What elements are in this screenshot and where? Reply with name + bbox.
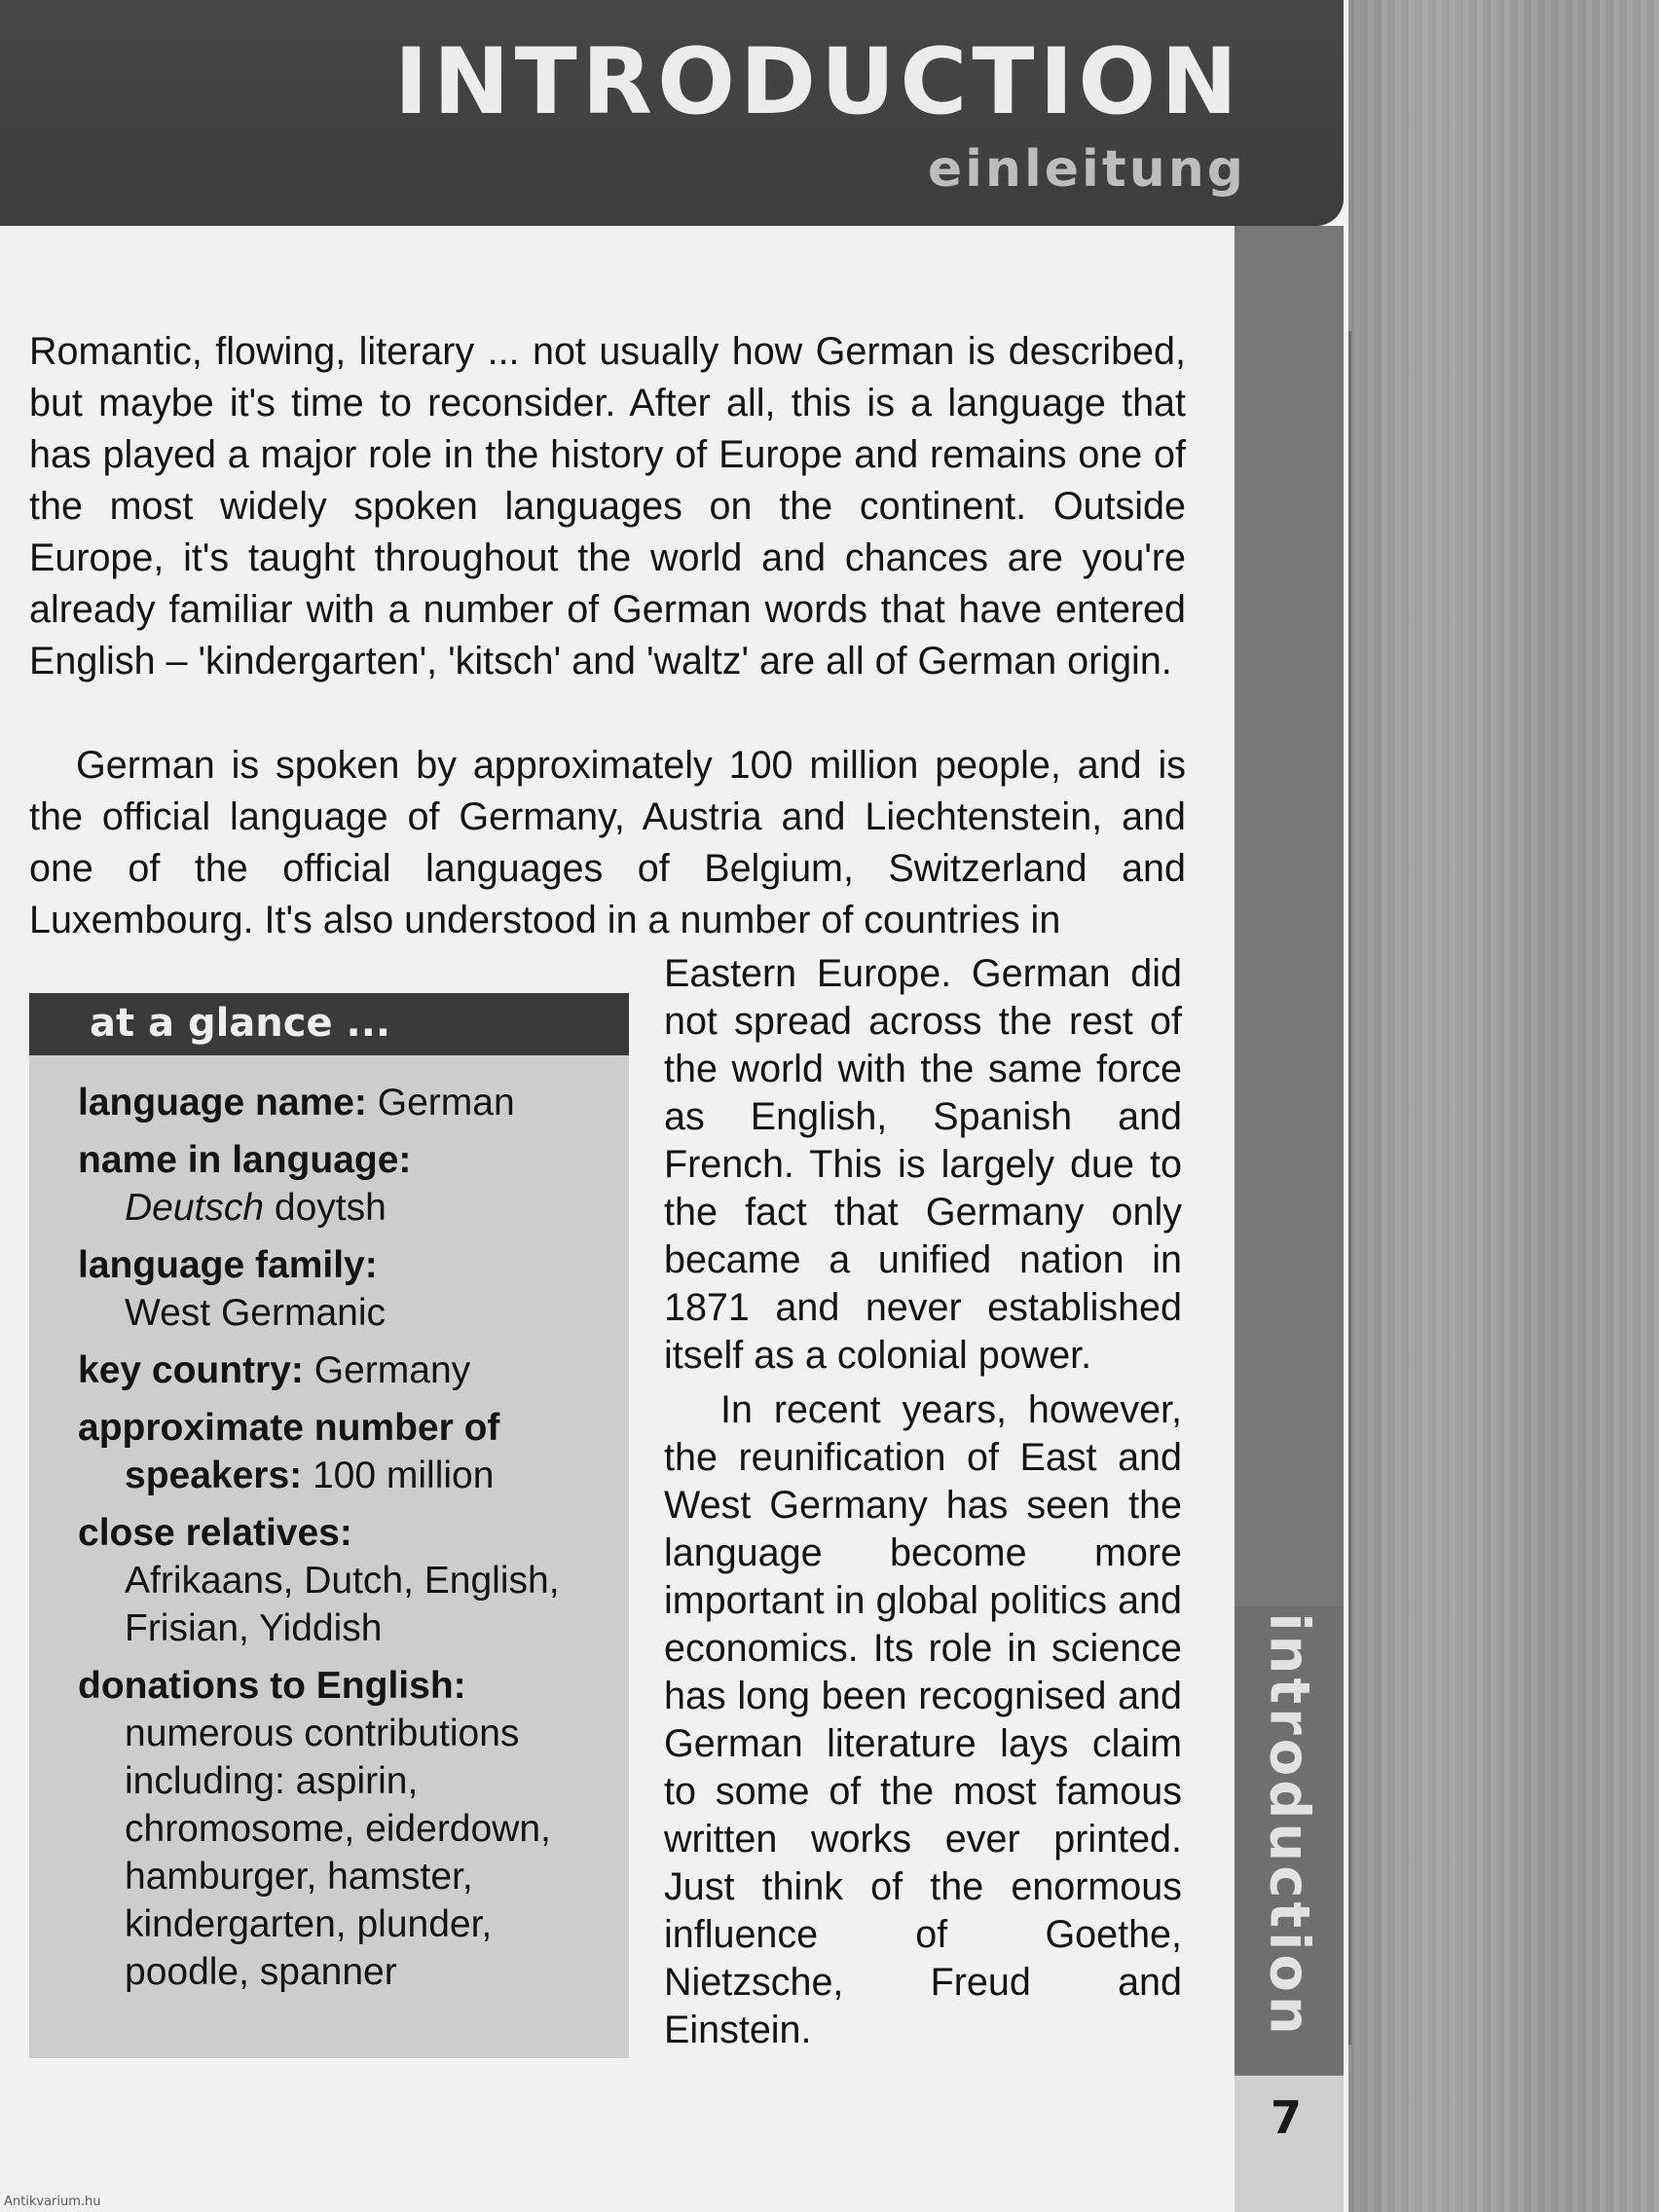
fact-close-relatives	[78, 1509, 623, 1652]
fact-label: close relatives:	[78, 1512, 352, 1554]
page-number: 7	[1271, 2091, 1303, 2144]
chapter-header	[0, 0, 1344, 226]
chapter-title: INTRODUCTION	[393, 29, 1242, 135]
fact-label: language name:	[78, 1082, 367, 1124]
fact-value: 100 million	[312, 1455, 495, 1496]
fact-label: name in language:	[78, 1139, 412, 1181]
fact-value: West Germanic	[125, 1292, 387, 1334]
fact-value-line	[78, 1184, 623, 1232]
fact-name-in-language	[78, 1136, 623, 1232]
fact-value: numerous contributions including: aspirin, chromosome, eiderdown, hamburger, hamster, kindergarten, plunder, poodle, spanner	[125, 1713, 551, 1993]
body-paragraph-4: In recent years, however, the reunification of East and West Germany has seen the language become more important in global politics and economics. Its role in science has long been recognised and German literature lays claim to some of the most famous written works ever printed. Just think of the enormous influence of Goethe, Nietzsche, Freud and Einstein.	[664, 1388, 1182, 2051]
fact-label: language family:	[78, 1244, 378, 1286]
fact-value: Afrikaans, Dutch, English, Frisian, Yiddish	[125, 1560, 560, 1649]
fact-donations	[78, 1662, 623, 1996]
at-a-glance-header	[29, 993, 629, 1055]
fact-language-family	[78, 1241, 623, 1337]
fact-pronunciation: doytsh	[274, 1187, 387, 1229]
fact-language-name	[78, 1079, 623, 1126]
fact-label: speakers:	[125, 1455, 303, 1496]
body-paragraph-1: Romantic, flowing, literary ... not usually how German is described, but maybe it's time to reconsider. After all, this is a language that has played a major role in the history of Europe and remains one of the most widely spoken languages on the continent. Outside Europe, it's taught throughout the world and chances are you're already familiar with a number of German words that have entered English – 'kindergarten', 'kitsch' and 'waltz' are all of German origin.	[29, 330, 1186, 682]
at-a-glance-title: at a glance ...	[90, 1001, 391, 1046]
fact-value: German	[377, 1082, 515, 1124]
fact-key-country	[78, 1346, 623, 1394]
section-tab-label: introduction	[1257, 1612, 1321, 2039]
fact-label: key country:	[78, 1349, 304, 1391]
fact-label: approximate number of	[78, 1407, 500, 1449]
fact-value: Germany	[313, 1349, 471, 1391]
fact-label: donations to English:	[78, 1665, 466, 1707]
wood-background	[1324, 0, 1659, 2212]
watermark-text: Antikvarium.hu	[4, 2194, 101, 2209]
fact-value-line	[78, 1452, 623, 1499]
chapter-subtitle: einleitung	[927, 140, 1246, 199]
at-a-glance-box	[29, 993, 629, 2058]
body-paragraph-3: Eastern Europe. German did not spread across the rest of the world with the same force as English, Spanish and French. This is largely due to the fact that Germany only became a unified nation in 1871 and never established itself as a colonial power.	[664, 952, 1182, 1377]
fact-native-name: Deutsch	[125, 1187, 265, 1229]
fact-speakers	[78, 1404, 623, 1499]
fact-list	[78, 1079, 623, 2006]
body-paragraph-2: German is spoken by approximately 100 million people, and is the official language of Germany, Austria and Liechtenstein, and one of the official languages of Belgium, Switzerland and Luxembourg. It's also understood in a number of countries in	[29, 744, 1186, 941]
